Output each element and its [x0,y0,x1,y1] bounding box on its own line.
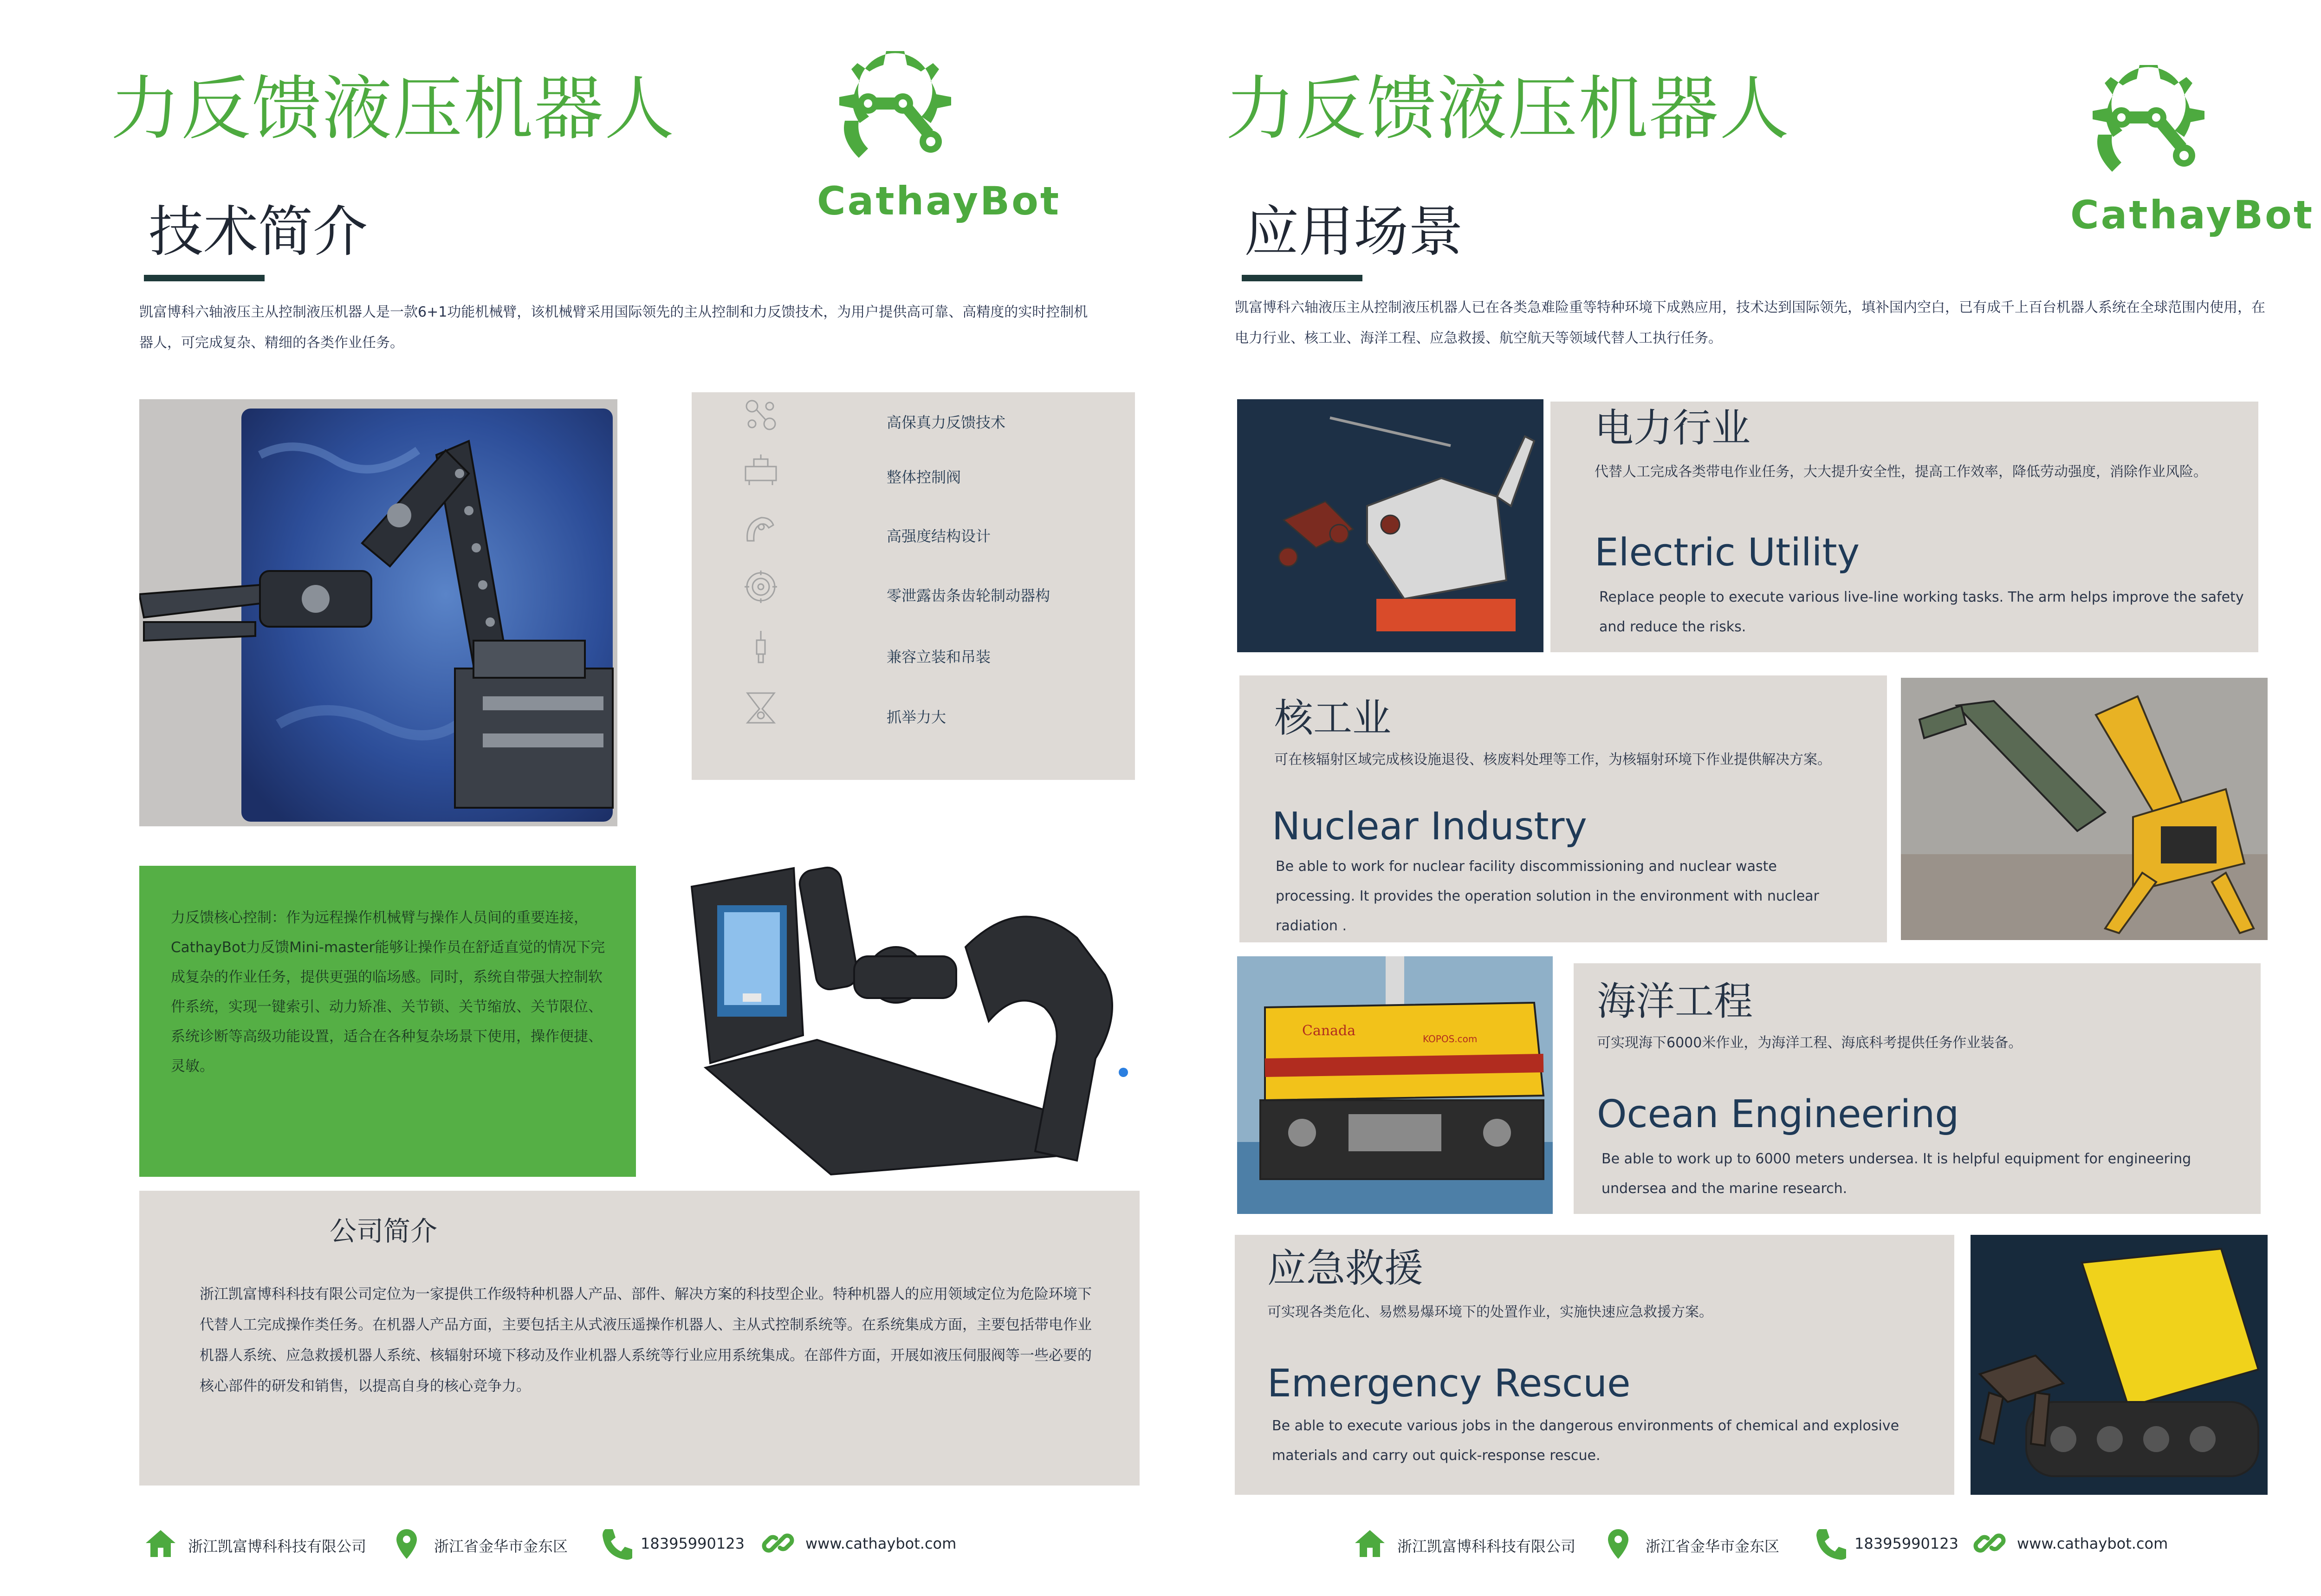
electric-utility-en-desc: Replace people to execute various live-line working tasks. The arm helps improve the safety and reduce the risks. [1599,589,2244,635]
valve-icon [743,453,779,489]
hook-icon [743,689,779,726]
ocean-engineering-cn-desc: 可实现海下6000米作业，为海洋工程、海底科考提供任务作业装备。 [1597,1035,2023,1051]
electric-utility-cn-desc: 代替人工完成各类带电作业任务，大大提升安全性，提高工作效率，降低劳动强度，消除作业风险。 [1595,464,2207,480]
nuclear-industry-en-desc: Be able to work for nuclear facility discommissioning and nuclear waste processing. It provides the operation solution in the environment with nuclear radiation . [1276,858,1819,934]
link-icon [761,1526,795,1560]
nuclear-industry-cn-title: 核工业 [1274,695,1392,741]
footer-website-left[interactable]: www.cathaybot.com [805,1535,957,1552]
ocean-engineering-en-desc: Be able to work up to 6000 meters undersea. It is helpful equipment for engineering undersea and the marine research. [1601,1151,2191,1197]
feature-label-4: 零泄露齿条齿轮制动器构 [887,587,1050,604]
feature-label-5: 兼容立装和吊装 [887,648,991,666]
emergency-rescue-en-title: Emergency Rescue [1267,1362,1631,1406]
nuclear-industry-card [1239,675,1887,942]
footer-phone-left: 18395990123 [641,1535,745,1552]
nuclear-industry-photo [1901,678,2268,940]
left-logo [817,37,1061,224]
green-info-box [139,866,636,1177]
footer-company-right: 浙江凯富博科科技有限公司 [1397,1538,1576,1555]
emergency-rescue-cn-desc: 可实现各类危化、易燃易爆环境下的处置作业，实施快速应急救援方案。 [1267,1304,1713,1320]
right-brand-name: CathayBot [2070,192,2315,238]
right-intro-text: 凯富博科六轴液压主从控制液压机器人已在各类急难险重等特种环境下成熟应用，技术达到国际领先，填补国内空白，已有成千上百台机器人系统在全球范围内使用，在电力行业、核工业、海洋工程、应急救援、航空航天等领域代替人工执行任务。 [1235,299,2265,346]
ocean-engineering-photo [1237,956,1553,1214]
left-intro-text: 凯富博科六轴液压主从控制液压机器人是一款6+1功能机械臂，该机械臂采用国际领先的主从控制和力反馈技术，为用户提供高可靠、高精度的实时控制机器人，可完成复杂、精细的各类作业任务。 [139,304,1088,351]
nuclear-industry-en-title: Nuclear Industry [1272,804,1587,849]
emergency-rescue-photo [1971,1235,2268,1495]
left-section-title: 技术简介 [149,200,368,264]
feature-label-1: 高保真力反馈技术 [887,414,1006,431]
footer-address-right: 浙江省金华市金东区 [1646,1538,1780,1555]
ocean-engineering-card [1574,963,2261,1214]
company-intro-title: 公司简介 [330,1215,438,1247]
ocean-engineering-en-title: Ocean Engineering [1597,1092,1959,1136]
electric-utility-en-title: Electric Utility [1595,531,1860,575]
right-section-title: 应用场景 [1244,200,1464,264]
feature-label-6: 抓举力大 [887,708,947,726]
arm-structure-icon [743,508,779,545]
right-main-title: 力反馈液压机器人 [1225,69,1790,149]
cathaybot-logo-icon [2080,51,2219,190]
ocean-engineering-cn-title: 海洋工程 [1597,979,1753,1024]
feature-label-2: 整体控制阀 [887,468,961,486]
left-brand-name: CathayBot [817,178,1061,224]
gear-icon [743,569,779,605]
footer-company-left: 浙江凯富博科科技有限公司 [188,1538,367,1555]
left-main-title: 力反馈液压机器人 [110,69,675,149]
rov-label-right: KOPOS.com [1423,1033,1478,1045]
company-intro-panel [139,1191,1140,1486]
mount-icon [743,629,779,665]
phone-icon [1813,1526,1846,1560]
location-pin-icon [390,1527,423,1561]
electric-utility-card [1550,402,2258,652]
link-icon [1973,1526,2006,1560]
emergency-rescue-en-desc: Be able to execute various jobs in the dangerous environments of chemical and explosive materials and carry out quick-response rescue. [1272,1418,1900,1464]
right-section-underline [1242,275,1362,281]
footer-website-right[interactable]: www.cathaybot.com [2017,1535,2168,1552]
home-icon [1353,1527,1387,1561]
left-section-underline [144,275,265,281]
right-logo [2070,51,2315,238]
mini-master-device-photo [678,854,1151,1188]
nuclear-industry-cn-desc: 可在核辐射区域完成核设施退役、核废料处理等工作，为核辐射环境下作业提供解决方案。 [1274,752,1831,768]
feature-label-3: 高强度结构设计 [887,527,991,545]
features-panel [692,392,1135,780]
home-icon [144,1527,177,1561]
electric-utility-cn-title: 电力行业 [1595,405,1751,451]
sensor-icon [743,397,779,433]
rov-label-left: Canada [1302,1023,1356,1039]
hydraulic-arm-photo [139,399,617,826]
emergency-rescue-card [1235,1235,1954,1495]
footer-address-left: 浙江省金华市金东区 [434,1538,568,1555]
cathaybot-logo-icon [826,37,966,176]
emergency-rescue-cn-title: 应急救援 [1267,1246,1424,1291]
green-box-text: 力反馈核心控制：作为远程操作机械臂与操作人员间的重要连接，CathayBot力反馈Mini-master能够让操作员在舒适直觉的情况下完成复杂的作业任务，提供更强的临场感。同时，系统自带强大控制软件系统，实现一键索引、动力矫准、关节锁、关节缩放、关节限位、系统诊断等高级功能设置，适合在各种复杂场景下使用，操作便捷、灵敏。 [171,909,605,1075]
location-pin-icon [1601,1527,1635,1561]
electric-utility-photo [1237,399,1543,652]
company-intro-text: 浙江凯富博科科技有限公司定位为一家提供工作级特种机器人产品、部件、解决方案的科技型企业。特种机器人的应用领域定位为危险环境下代替人工完成操作类任务。在机器人产品方面，主要包括主从式液压遥操作机器人、主从式控制系统等。在系统集成方面，主要包括带电作业机器人系统、应急救援机器人系统、核辐射环境下移动及作业机器人系统等行业应用系统集成。在部件方面，开展如液压伺服阀等一些必要的核心部件的研发和销售，以提高自身的核心竞争力。 [200,1286,1092,1395]
phone-icon [599,1526,632,1560]
footer-phone-right: 18395990123 [1854,1535,1958,1552]
